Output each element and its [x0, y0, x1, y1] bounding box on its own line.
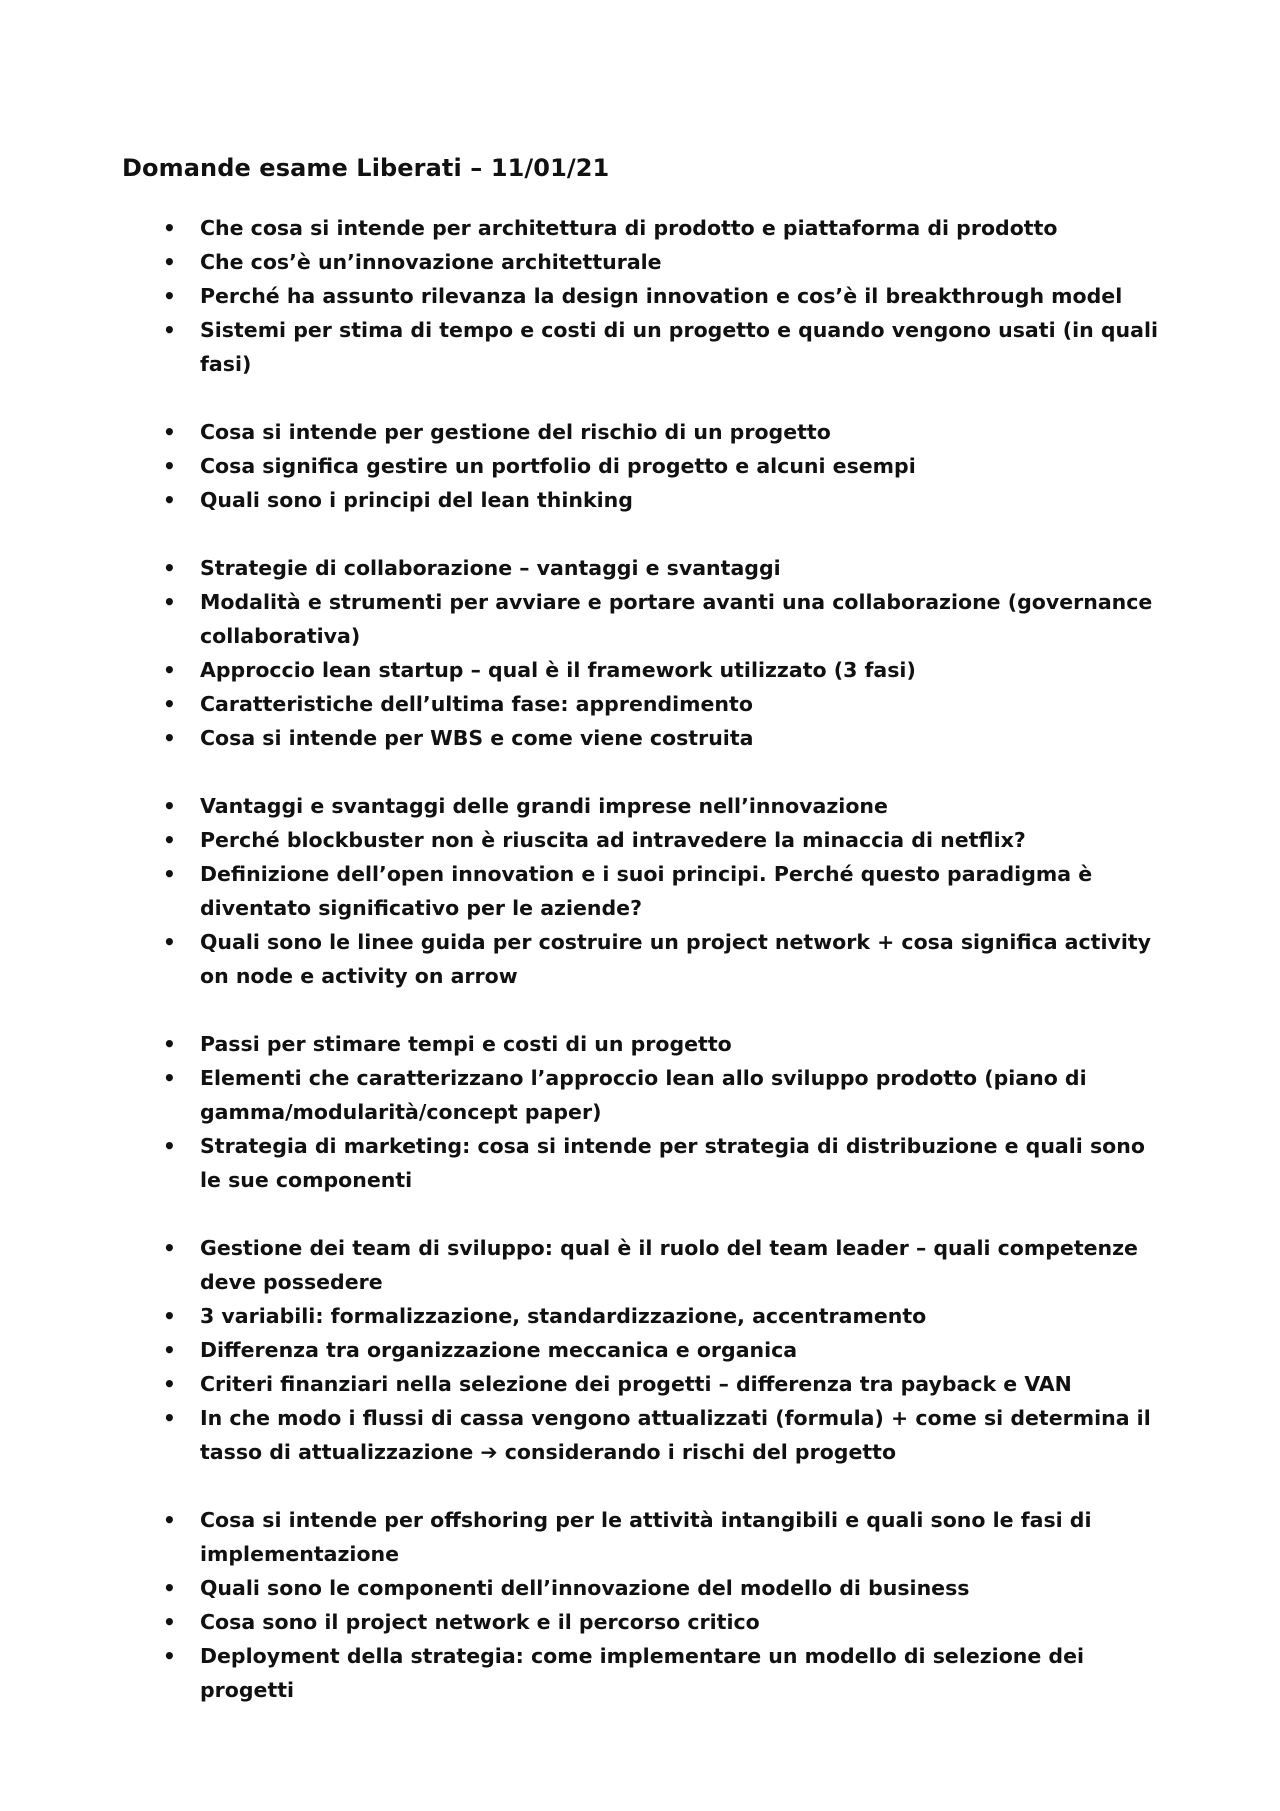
bullet-icon: • — [163, 318, 176, 342]
document-title: Domande esame Liberati – 11/01/21 — [122, 154, 610, 182]
question-item — [160, 483, 1170, 517]
question-item — [160, 1639, 1170, 1707]
bullet-icon: • — [163, 1236, 176, 1260]
bullet-icon: • — [163, 726, 176, 750]
question-item — [160, 1605, 1170, 1639]
question-text: Gestione dei team di sviluppo: qual è il ruolo del team leader – quali competenze deve possedere — [200, 1236, 1138, 1294]
question-list — [160, 211, 1170, 1741]
bullet-icon: • — [163, 1610, 176, 1634]
question-item — [160, 279, 1170, 313]
question-text: Sistemi per stima di tempo e costi di un progetto e quando vengono usati (in quali fasi) — [200, 318, 1159, 376]
bullet-icon: • — [163, 284, 176, 308]
question-text: 3 variabili: formalizzazione, standardizzazione, accentramento — [200, 1304, 927, 1328]
question-item — [160, 449, 1170, 483]
question-text: Vantaggi e svantaggi delle grandi imprese nell’innovazione — [200, 794, 888, 818]
bullet-icon: • — [163, 1406, 176, 1430]
bullet-icon: • — [163, 658, 176, 682]
bullet-icon: • — [163, 794, 176, 818]
question-text: Elementi che caratterizzano l’approccio lean allo sviluppo prodotto (piano di gamma/modularità/concept paper) — [200, 1066, 1087, 1124]
bullet-icon: • — [163, 1066, 176, 1090]
question-item — [160, 245, 1170, 279]
question-item — [160, 1401, 1170, 1469]
question-text: Differenza tra organizzazione meccanica e organica — [200, 1338, 798, 1362]
question-text: Che cosa si intende per architettura di prodotto e piattaforma di prodotto — [200, 216, 1058, 240]
question-text: Strategia di marketing: cosa si intende per strategia di distribuzione e quali sono le sue componenti — [200, 1134, 1145, 1192]
question-group — [160, 551, 1170, 755]
question-item — [160, 1231, 1170, 1299]
question-text: Quali sono le componenti dell’innovazione del modello di business — [200, 1576, 970, 1600]
bullet-icon: • — [163, 556, 176, 580]
question-group — [160, 1027, 1170, 1197]
bullet-icon: • — [163, 250, 176, 274]
bullet-icon: • — [163, 1644, 176, 1668]
question-text: Cosa sono il project network e il percorso critico — [200, 1610, 760, 1634]
question-text: Quali sono i principi del lean thinking — [200, 488, 633, 512]
question-text: Passi per stimare tempi e costi di un progetto — [200, 1032, 732, 1056]
question-item — [160, 1333, 1170, 1367]
question-item — [160, 1061, 1170, 1129]
question-text: In che modo i flussi di cassa vengono attualizzati (formula) + come si determina il tasso di attualizzazione ➔ considerando i rischi del progetto — [200, 1406, 1151, 1464]
question-item — [160, 1027, 1170, 1061]
bullet-icon: • — [163, 828, 176, 852]
question-item — [160, 551, 1170, 585]
question-text: Deployment della strategia: come implementare un modello di selezione dei progetti — [200, 1644, 1085, 1702]
question-item — [160, 415, 1170, 449]
question-item — [160, 1129, 1170, 1197]
question-group — [160, 1231, 1170, 1469]
bullet-icon: • — [163, 1304, 176, 1328]
question-text: Definizione dell’open innovation e i suoi principi. Perché questo paradigma è diventato significativo per le aziende? — [200, 862, 1093, 920]
question-text: Perché ha assunto rilevanza la design innovation e cos’è il breakthrough model — [200, 284, 1123, 308]
question-item — [160, 653, 1170, 687]
question-item — [160, 1571, 1170, 1605]
question-text: Strategie di collaborazione – vantaggi e svantaggi — [200, 556, 781, 580]
question-item — [160, 721, 1170, 755]
question-group — [160, 1503, 1170, 1707]
question-text: Quali sono le linee guida per costruire un project network + cosa significa activity on node e activity on arrow — [200, 930, 1152, 988]
bullet-icon: • — [163, 216, 176, 240]
question-item — [160, 687, 1170, 721]
bullet-icon: • — [163, 1032, 176, 1056]
question-item — [160, 925, 1170, 993]
bullet-icon: • — [163, 488, 176, 512]
bullet-icon: • — [163, 420, 176, 444]
question-item — [160, 823, 1170, 857]
question-item — [160, 1367, 1170, 1401]
bullet-icon: • — [163, 454, 176, 478]
question-text: Caratteristiche dell’ultima fase: apprendimento — [200, 692, 753, 716]
question-item — [160, 585, 1170, 653]
question-item — [160, 1299, 1170, 1333]
bullet-icon: • — [163, 930, 176, 954]
question-group — [160, 415, 1170, 517]
question-text: Approccio lean startup – qual è il framework utilizzato (3 fasi) — [200, 658, 916, 682]
question-text: Che cos’è un’innovazione architetturale — [200, 250, 662, 274]
question-item — [160, 211, 1170, 245]
question-item — [160, 857, 1170, 925]
bullet-icon: • — [163, 692, 176, 716]
bullet-icon: • — [163, 1134, 176, 1158]
question-text: Cosa si intende per offshoring per le attività intangibili e quali sono le fasi di implementazione — [200, 1508, 1092, 1566]
question-group — [160, 789, 1170, 993]
bullet-icon: • — [163, 1372, 176, 1396]
question-text: Cosa significa gestire un portfolio di progetto e alcuni esempi — [200, 454, 916, 478]
question-group — [160, 211, 1170, 381]
question-text: Cosa si intende per gestione del rischio di un progetto — [200, 420, 831, 444]
question-text: Cosa si intende per WBS e come viene costruita — [200, 726, 754, 750]
bullet-icon: • — [163, 590, 176, 614]
bullet-icon: • — [163, 1338, 176, 1362]
bullet-icon: • — [163, 862, 176, 886]
question-text: Modalità e strumenti per avviare e portare avanti una collaborazione (governance collaborativa) — [200, 590, 1153, 648]
question-text: Perché blockbuster non è riuscita ad intravedere la minaccia di netflix? — [200, 828, 1026, 852]
question-item — [160, 1503, 1170, 1571]
question-item — [160, 313, 1170, 381]
question-text: Criteri finanziari nella selezione dei progetti – differenza tra payback e VAN — [200, 1372, 1072, 1396]
bullet-icon: • — [163, 1576, 176, 1600]
question-item — [160, 789, 1170, 823]
bullet-icon: • — [163, 1508, 176, 1532]
